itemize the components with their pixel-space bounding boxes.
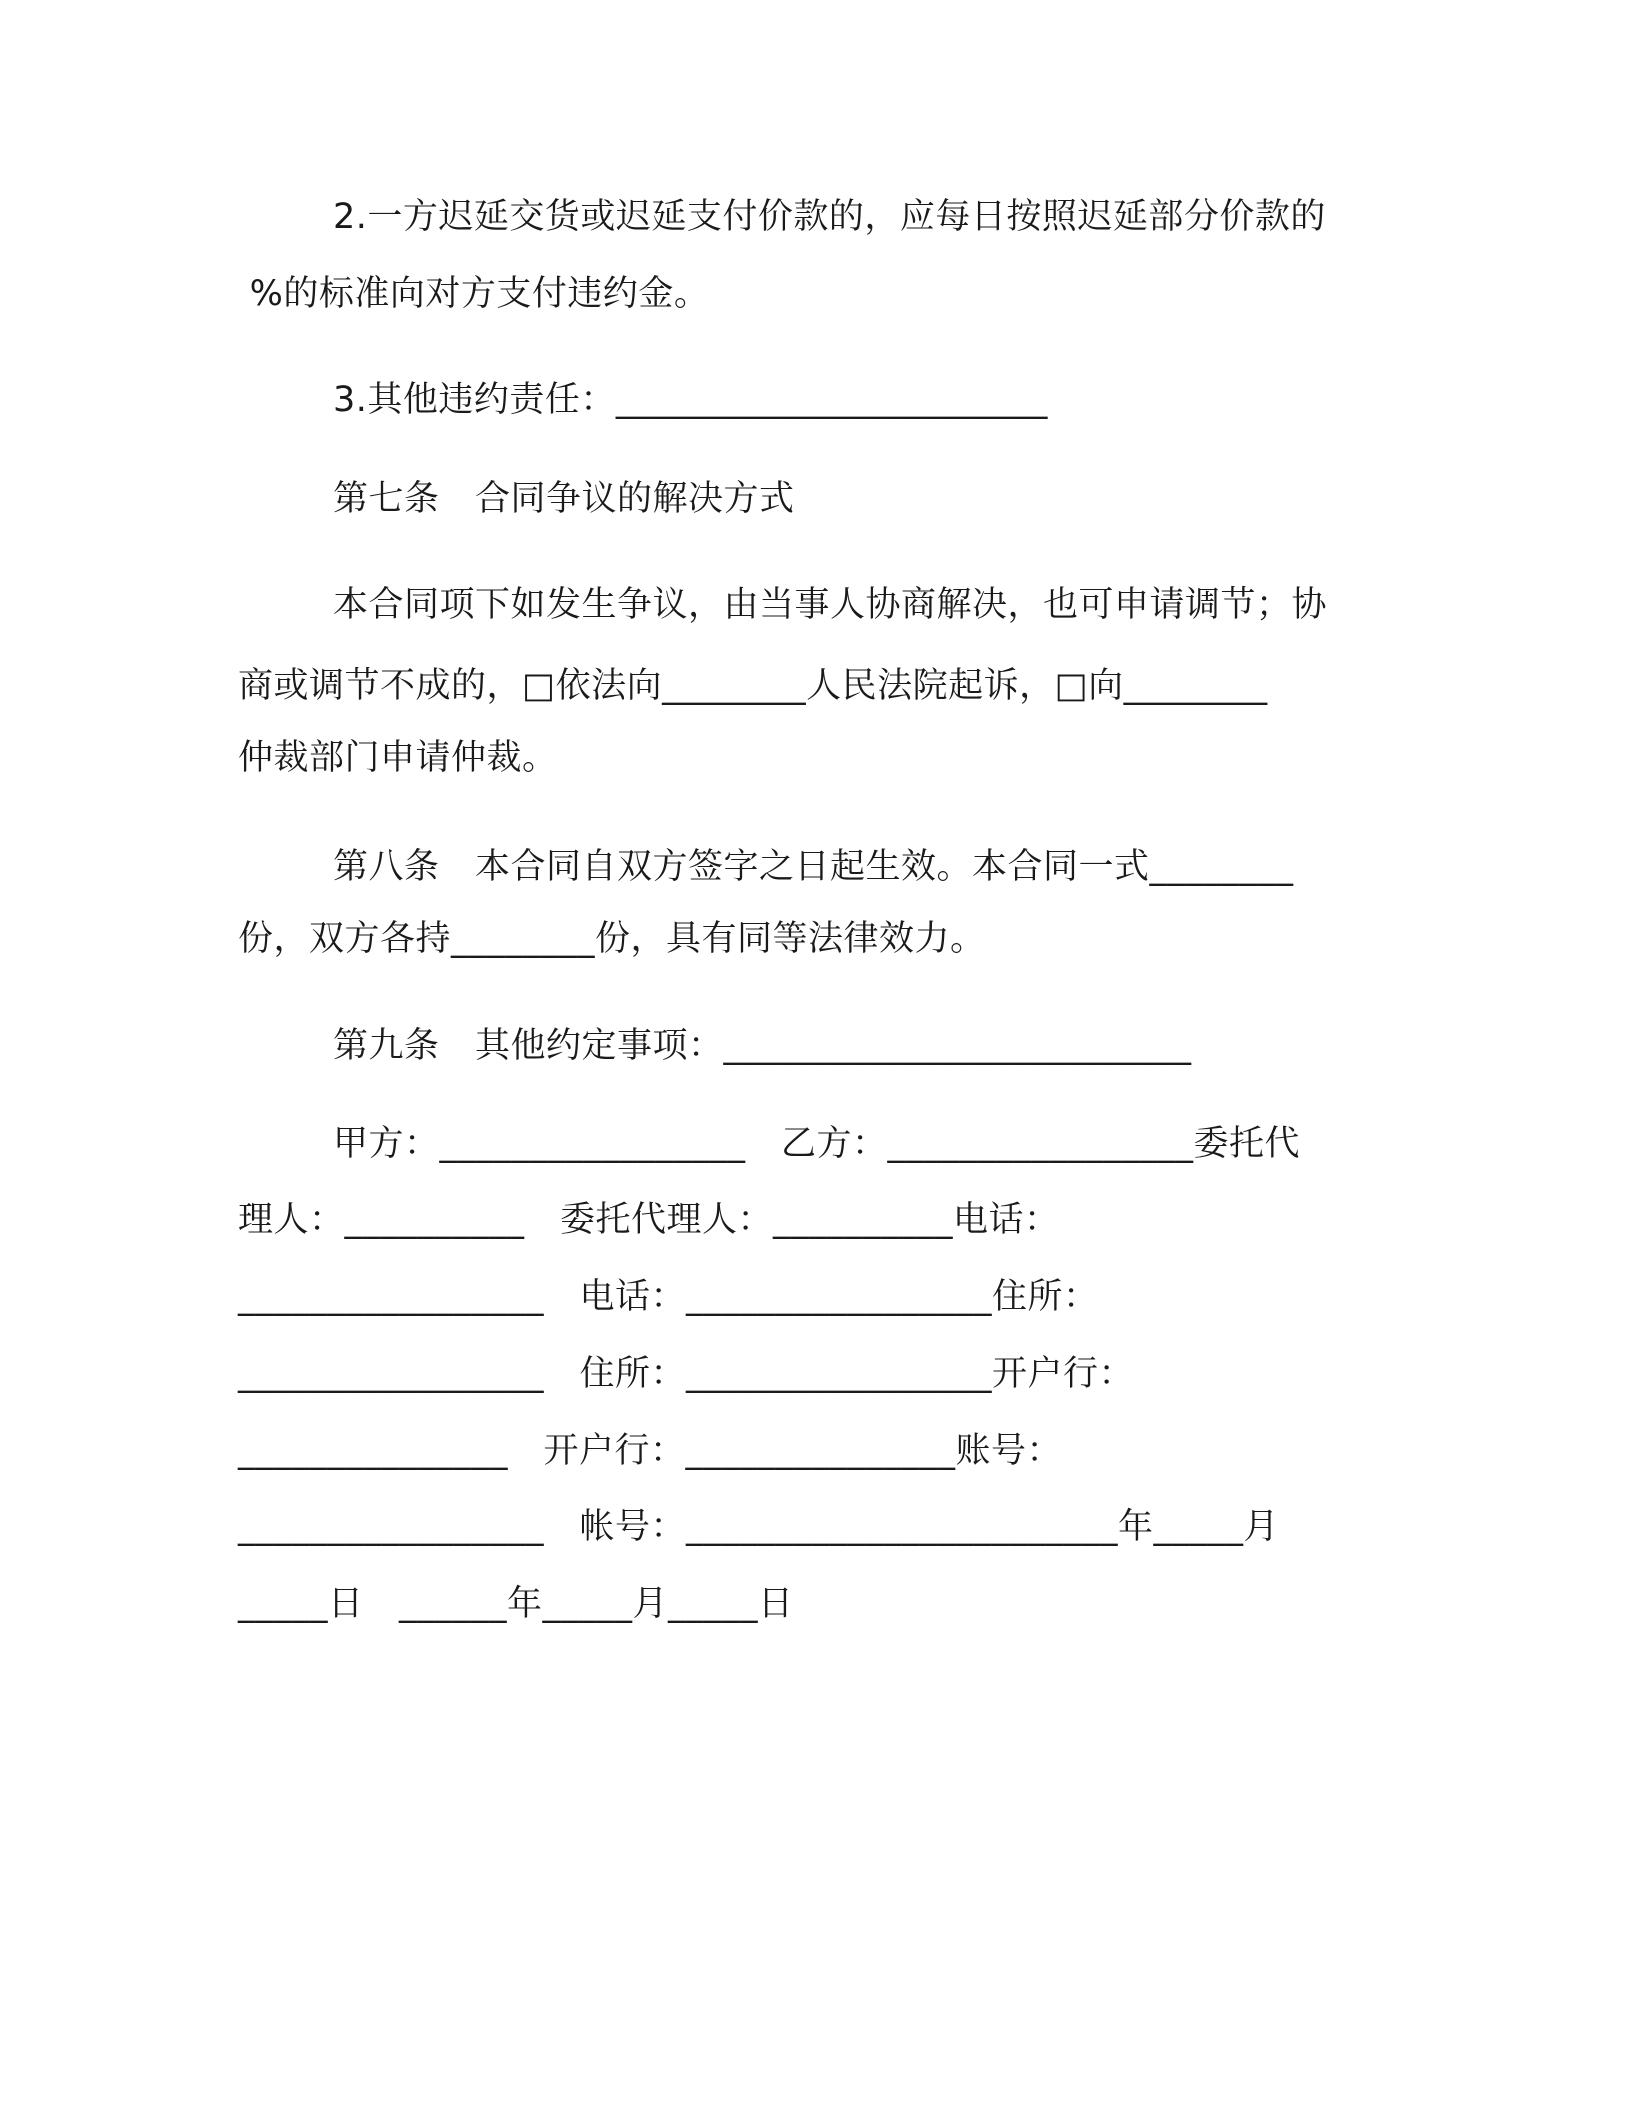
signature-line-6: _________________ 帐号：________________________年_____月	[238, 1507, 1280, 1547]
clause-7-heading: 第七条 合同争议的解决方式	[333, 479, 795, 519]
clause-6-item-2-line-1: 2.一方迟延交货或迟延支付价款的，应每日按照迟延部分价款的	[333, 197, 1326, 237]
clause-7-body-line-2: 商或调节不成的，□依法向________人民法院起诉，□向________	[238, 666, 1268, 706]
clause-8-line-2: 份，双方各持________份，具有同等法律效力。	[238, 919, 986, 959]
signature-date-line: _____日 ______年_____月_____日	[238, 1584, 794, 1624]
signature-line-3: _________________ 电话：_________________住所：	[238, 1277, 1099, 1317]
clause-6-item-3: 3.其他违约责任：________________________	[333, 380, 1048, 420]
clause-8-line-1: 第八条 本合同自双方签字之日起生效。本合同一式________	[333, 847, 1294, 887]
clause-9: 第九条 其他约定事项：__________________________	[333, 1026, 1192, 1066]
signature-line-1: 甲方：_________________ 乙方：_________________委托代	[333, 1124, 1301, 1164]
clause-7-body-line-1: 本合同项下如发生争议，由当事人协商解决，也可申请调节；协	[333, 585, 1328, 625]
signature-line-5: _______________ 开户行：_______________账号：	[238, 1431, 1063, 1471]
signature-line-4: _________________ 住所：_________________开户行：	[238, 1354, 1135, 1394]
signature-line-2: 理人：__________ 委托代理人：__________电话：	[238, 1200, 1060, 1240]
clause-6-item-2-line-2: %的标准向对方支付违约金。	[238, 274, 710, 314]
clause-7-body-line-3: 仲裁部门申请仲裁。	[238, 738, 558, 778]
